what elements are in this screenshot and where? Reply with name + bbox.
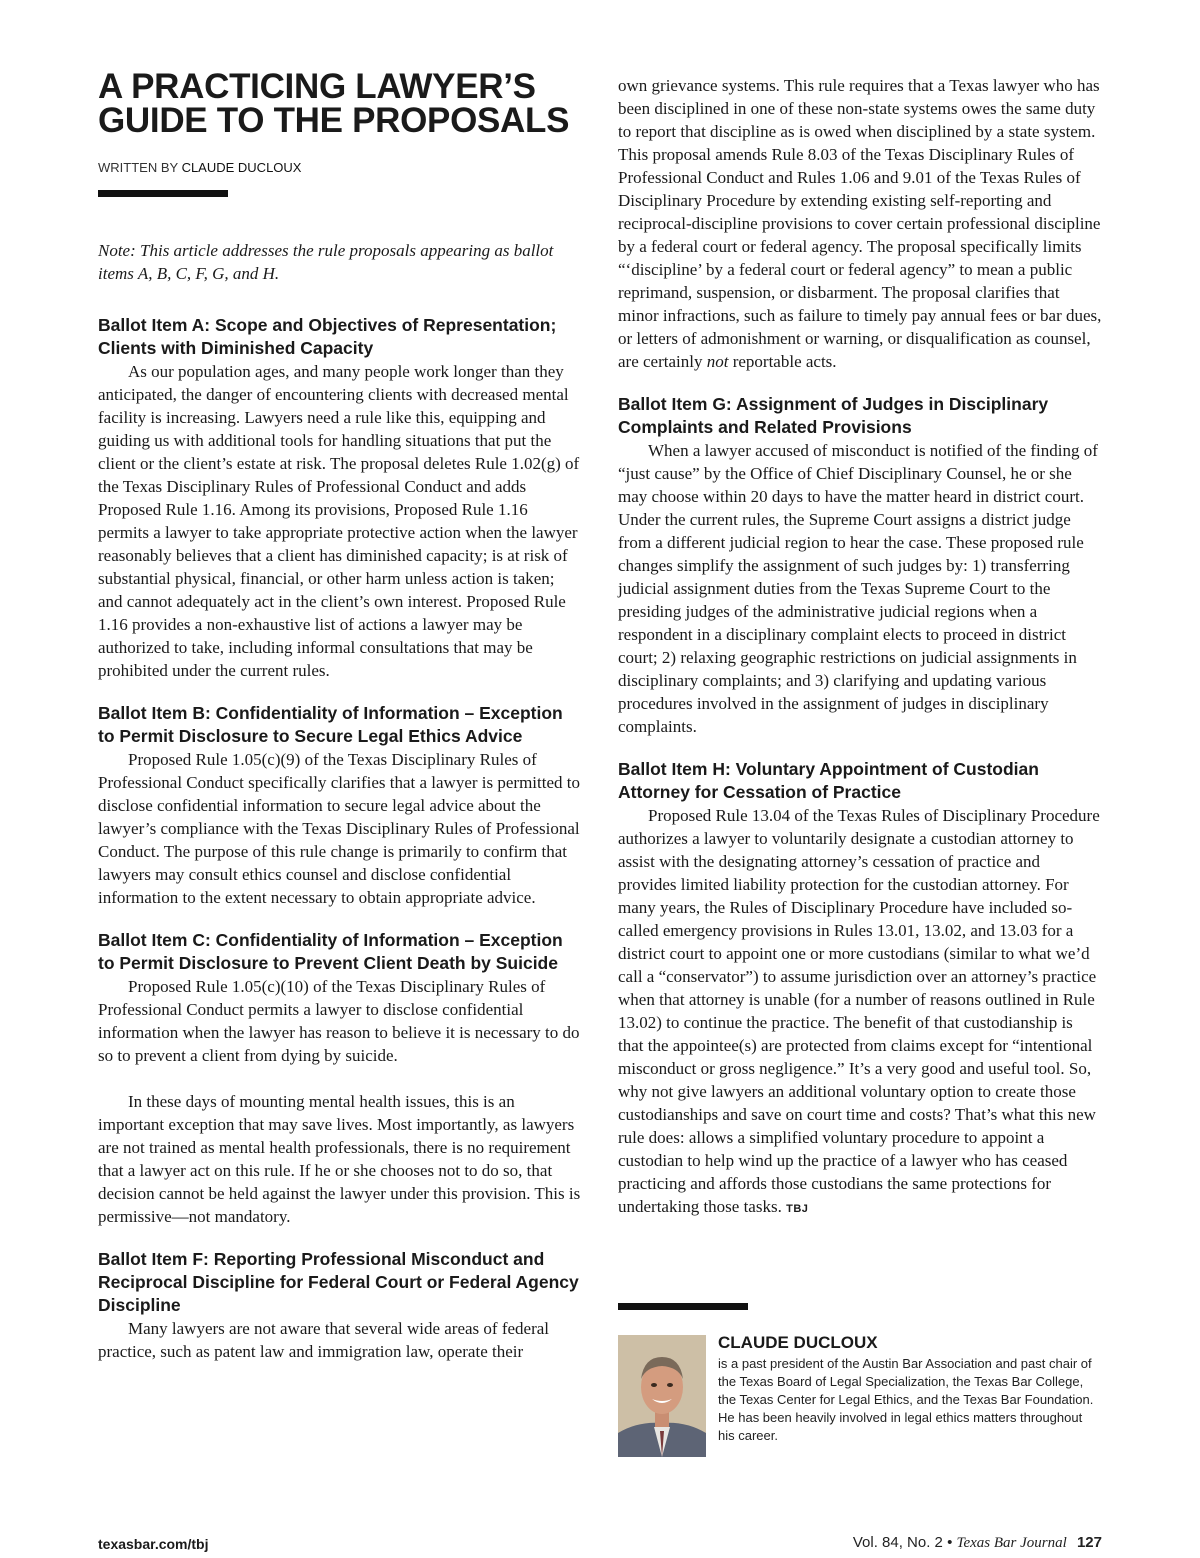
footer-journal-name: Texas Bar Journal (956, 1535, 1067, 1551)
article-title (98, 67, 582, 140)
tbj-end-mark: TBJ (786, 1203, 809, 1215)
section-f-emphasis: not (706, 352, 729, 371)
section-c-body-1: Proposed Rule 1.05(c)(10) of the Texas Disciplinary Rules of Professional Conduct permits a lawyer to disclose confidential information when the lawyer has reason to believe it is necessary to do so to prevent a client from dying by suicide. (98, 977, 580, 1065)
article-note: Note: This article addresses the rule proposals appearing as ballot items A, B, C, F, G, and H. (98, 241, 554, 283)
author-bio (718, 1333, 1102, 1445)
author-portrait-illustration (618, 1335, 706, 1457)
author-photo (618, 1335, 706, 1457)
section-f-body-continued (618, 74, 1102, 373)
bio-divider (618, 1303, 748, 1310)
byline-prefix: WRITTEN BY (98, 160, 178, 175)
footer-publication-info (853, 1534, 1102, 1552)
byline-author: CLAUDE DUCLOUX (181, 160, 302, 175)
footer-website: texasbar.com/tbj (98, 1536, 209, 1552)
title-line-1: A PRACTICING LAWYER’S (98, 67, 536, 106)
section-h-heading: Ballot Item H: Voluntary Appointment of Custodian Attorney for Cessation of Practice (618, 759, 1039, 802)
section-g-body: When a lawyer accused of misconduct is notified of the finding of “just cause” by the Office of Chief Disciplinary Counsel, he or she may choose within 20 days to have the matter heard in district court. Under the current rules, the Supreme Court assigns a district judge from a different judicial region to hear the case. These proposed rule changes simplify the assignment of such judges by: 1) transferring judicial assignment duties from the Texas Supreme Court to the presiding judges of the administrative judicial regions when a respondent in a disciplinary complaint elects to proceed in district court; 2) relaxing geographic restrictions on judicial assignments in disciplinary complaints; and 3) clarifying and updating various procedures involved in the assignment of judges in disciplinary complaints. (618, 441, 1098, 736)
section-f-cont-end: reportable acts. (728, 352, 837, 371)
footer-bullet: • (947, 1534, 953, 1551)
section-b-heading: Ballot Item B: Confidentiality of Information – Exception to Permit Disclosure to Secure Legal Ethics Advice (98, 703, 563, 746)
footer-volume: Vol. 84, No. 2 (852, 1534, 943, 1551)
bio-description: is a past president of the Austin Bar Association and past chair of the Texas Board of Legal Specialization, the Texas Bar College, the Texas Center for Legal Ethics, and the Texas Bar Foundation. He has been heavily involved in legal ethics matters throughout his career. (718, 1356, 1094, 1443)
section-f-cont-text: own grievance systems. This rule requires that a Texas lawyer who has been disciplined in one of these non-state systems owes the same duty to report that discipline as is owed when disciplined by a state system. This proposal amends Rule 8.03 of the Texas Disciplinary Rules of Professional Conduct and Rules 1.06 and 9.01 of the Texas Rules of Disciplinary Procedure by extending existing self-reporting and reciprocal-discipline provisions to cover certain professional discipline by a federal court or federal agency. The proposal specifically limits “‘discipline’ by a federal court or federal agency” to mean a public reprimand, suspension, or disbarment. The proposal clarifies that minor infractions, such as failure to timely pay annual fees or bar dues, or letters of admonishment or warning, or disqualification as counsel, are certainly (618, 76, 1102, 371)
section-a-body: As our population ages, and many people work longer than they anticipated, the danger of encountering clients with decreased mental facility is increasing. Lawyers need a rule like this, equipping and guiding us with additional tools for handling situations that put the client or the client’s estate at risk. The proposal deletes Rule 1.02(g) of the Texas Disciplinary Rules of Professional Conduct and adds Proposed Rule 1.16. Among its provisions, Proposed Rule 1.16 permits a lawyer to take appropriate protective action when the lawyer reasonably believes that a client has diminished capacity; is at risk of substantial physical, financial, or other harm unless action is taken; and cannot adequately act in the client’s own interest. Proposed Rule 1.16 provides a non-exhaustive list of actions a lawyer may be authorized to take, including informal consultations that may be prohibited under the current rules. (98, 362, 580, 680)
section-g-heading: Ballot Item G: Assignment of Judges in Disciplinary Complaints and Related Provisions (618, 394, 1049, 437)
title-line-2: GUIDE TO THE PROPOSALS (98, 101, 570, 140)
section-h-body (618, 804, 1102, 1221)
section-a-heading: Ballot Item A: Scope and Objectives of Representation; Clients with Diminished Capacity (98, 315, 557, 358)
section-h-text: Proposed Rule 13.04 of the Texas Rules of Disciplinary Procedure authorizes a lawyer to voluntarily designate a custodian attorney to assist with the designating attorney’s cessation of practice and provides limited liability protection for the custodian attorney. For many years, the Rules of Disciplinary Procedure have included so-called emergency provisions in Rules 13.01, 13.02, and 13.03 for a district court to appoint one or more custodians (similar to what we’d call a “conservator”) to assume jurisdiction over an attorney’s practice when that attorney is unable (for a number of reasons outlined in Rule 13.02) to continue the practice. The benefit of that custodianship is that the appointee(s) are protected from claims except for “intentional misconduct or gross negligence.” It’s a very good and useful tool. So, why not give lawyers an additional voluntary option to create those custodianships and save on court time and costs? That’s what this new rule does: allows a simplified voluntary procedure to appoint a custodian to help wind up the practice of a lawyer who has ceased practicing and affords those custodians the same protections for undertaking those tasks. (618, 806, 1100, 1216)
left-column (98, 67, 582, 1363)
footer-page-number: 127 (1076, 1534, 1102, 1551)
section-f-heading: Ballot Item F: Reporting Professional Misconduct and Reciprocal Discipline for Federal Court or Federal Agency Discipline (98, 1249, 579, 1315)
right-column (618, 74, 1102, 1221)
byline (98, 160, 582, 175)
bio-author-name: CLAUDE DUCLOUX (718, 1333, 878, 1352)
section-c-heading: Ballot Item C: Confidentiality of Information – Exception to Permit Disclosure to Prevent Client Death by Suicide (98, 930, 563, 973)
section-f-body-start: Many lawyers are not aware that several wide areas of federal practice, such as patent law and immigration law, operate their (98, 1319, 550, 1361)
title-divider (98, 190, 228, 197)
section-c-body-2: In these days of mounting mental health issues, this is an important exception that may save lives. Most importantly, as lawyers are not trained as mental health professionals, there is no requirement that a lawyer act on this rule. If he or she chooses not to do so, that decision cannot be held against the lawyer under this provision. This is permissive—not mandatory. (98, 1092, 581, 1226)
section-b-body: Proposed Rule 1.05(c)(9) of the Texas Disciplinary Rules of Professional Conduct specifically clarifies that a lawyer is permitted to disclose confidential information to secure legal advice about the lawyer’s compliance with the Texas Disciplinary Rules of Professional Conduct. The purpose of this rule change is primarily to confirm that lawyers may consult ethics counsel and disclose confidential information to the extent necessary to obtain appropriate advice. (98, 750, 580, 907)
